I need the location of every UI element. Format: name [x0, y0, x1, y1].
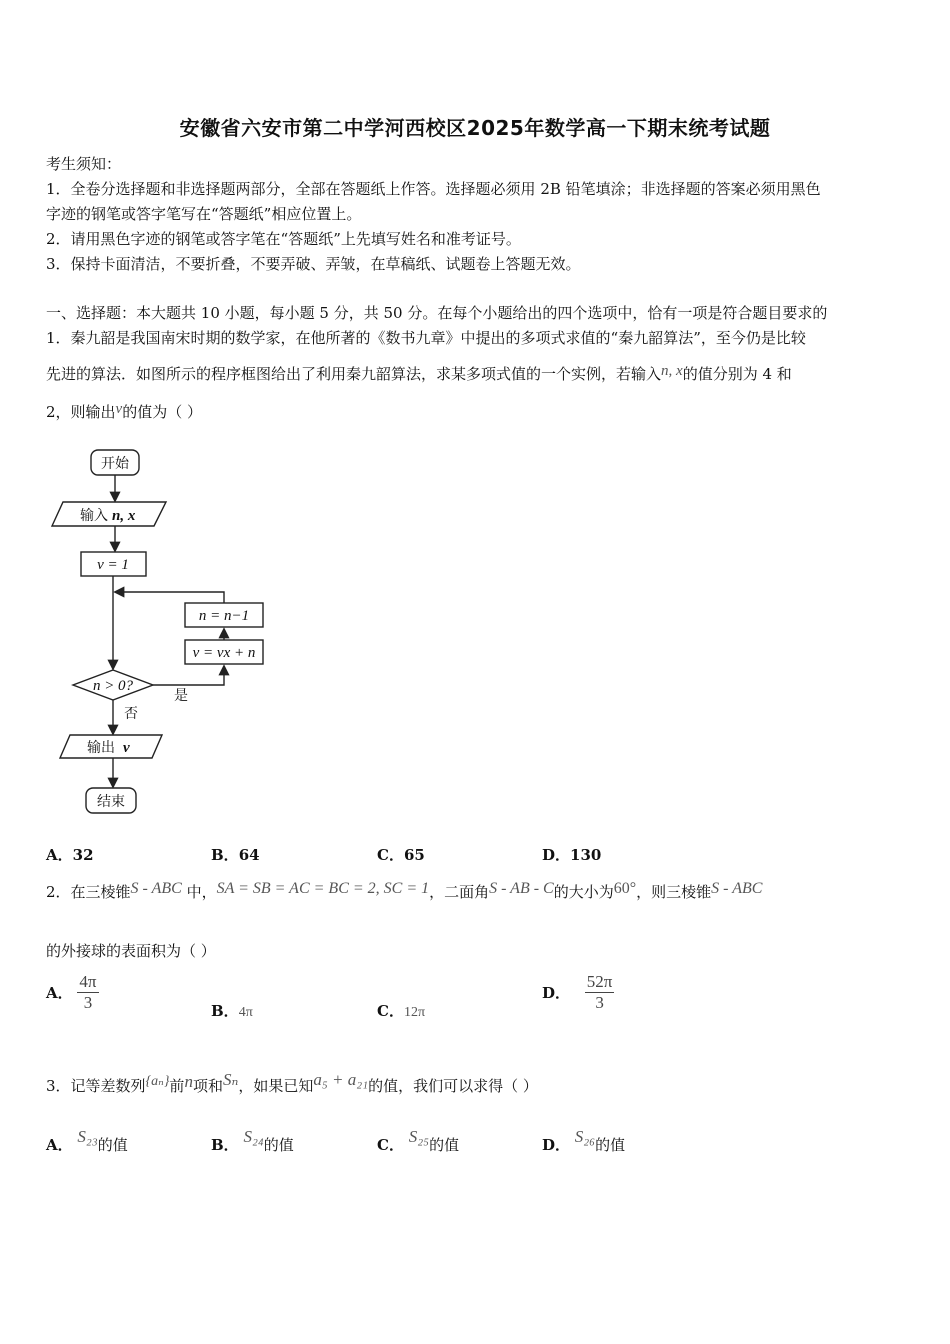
page-title: 安徽省六安市第二中学河西校区2025年数学高一下期末统考试题: [179, 116, 771, 140]
q2-math-degree: 60°: [613, 880, 637, 897]
notice-line-1a: 1．全卷分选择题和非选择题两部分，全部在答题纸上作答。选择题必须用 2B 铅笔填涂；非选择题的答案必须用黑色: [46, 180, 821, 198]
q1-text: 的值分别为 4 和: [682, 365, 792, 383]
flow-input-vars: n, x: [112, 508, 136, 524]
q1-text: 的值为（ ）: [122, 403, 202, 421]
fraction: $\frac{4\pi}{3}$: [79, 972, 97, 1012]
q3-text: 的值，我们可以求得（ ）: [368, 1077, 538, 1095]
flow-no: 否: [124, 706, 138, 722]
q2-text: ，二面角: [429, 883, 490, 901]
q2-option-d[interactable]: D． $\frac{52\pi}{3}$: [542, 972, 613, 1012]
q2-text: 中，: [186, 883, 217, 901]
notice-heading: 考生须知：: [46, 155, 122, 173]
q1-var-v: v: [115, 401, 123, 417]
notice-line-2: 2．请用黑色字迹的钢笔或答字笔在“答题纸”上先填写姓名和准考证号。: [46, 230, 521, 248]
flow-end: 结束: [97, 794, 125, 810]
flowchart: [40, 440, 280, 825]
notice-line-1b: 字迹的钢笔或答字笔写在“答题纸”相应位置上。: [46, 205, 362, 223]
q3-option-c[interactable]: C． S₂₅的值: [377, 1127, 460, 1154]
flow-condition: n > 0?: [92, 678, 134, 694]
q1-line-2: [46, 363, 792, 384]
q2-text: ，则三棱锥: [636, 883, 712, 901]
q1-text: 2，则输出: [46, 403, 116, 421]
q3-math-n: n: [184, 1072, 193, 1091]
q2-option-c[interactable]: C．12π: [377, 1002, 426, 1020]
q3-line-1: [46, 1070, 538, 1096]
q3-math-sn: Sₙ: [222, 1070, 239, 1089]
flow-start: 开始: [101, 456, 129, 472]
q1-option-d[interactable]: D．130: [542, 846, 602, 864]
q3-text: ，如果已知: [238, 1077, 314, 1095]
q1-line-3: [46, 401, 202, 422]
q3-math-sum: a₅ + a₂₁: [313, 1070, 369, 1089]
flow-update-v: v = vx + n: [192, 645, 256, 661]
fraction: $\frac{52\pi}{3}$: [586, 972, 613, 1012]
flow-output-var: v: [123, 740, 130, 756]
q2-math-angle: S - AB - C: [489, 880, 554, 897]
flow-yes: 是: [174, 688, 188, 704]
q2-option-a[interactable]: A． $\frac{4\pi}{3}$: [46, 972, 97, 1012]
q2-line-1: [46, 880, 762, 902]
q2-text: 2．在三棱锥: [46, 883, 131, 901]
q1-option-a[interactable]: A．32: [46, 846, 94, 864]
q1-option-c[interactable]: C．65: [377, 846, 425, 864]
flow-output: 输出: [87, 740, 115, 756]
q2-line-2: 的外接球的表面积为（ ）: [46, 942, 216, 960]
q2-text: 的大小为: [553, 883, 614, 901]
q1-var-nx: n, x: [661, 363, 683, 379]
q2-math-tetra: S - ABC: [130, 880, 182, 897]
q1-text: 先进的算法．如图所示的程序框图给出了利用秦九韶算法，求某多项式值的一个实例，若输入: [46, 365, 662, 383]
q3-option-b[interactable]: B． S₂₄的值: [211, 1127, 294, 1154]
q3-math-seq: {aₙ}: [145, 1074, 170, 1089]
q1-line-1: 1．秦九韶是我国南宋时期的数学家，在他所著的《数书九章》中提出的多项式求值的“秦九韶算法”，至今仍是比较: [46, 329, 806, 347]
q3-option-d[interactable]: D． S₂₆的值: [542, 1127, 626, 1154]
flow-init: v = 1: [97, 557, 129, 573]
flow-input: 输入: [80, 508, 108, 524]
q3-text: 项和: [192, 1077, 223, 1095]
q2-option-b[interactable]: B．4π: [211, 1002, 253, 1020]
q2-math-edges: SA = SB = AC = BC = 2, SC = 1: [216, 880, 430, 897]
q3-option-a[interactable]: A． S₂₃的值: [46, 1127, 128, 1154]
q3-text: 3．记等差数列: [46, 1077, 146, 1095]
flow-update-n: n = n−1: [198, 608, 250, 624]
q3-text: 前: [169, 1077, 185, 1095]
notice-line-3: 3．保持卡面清洁，不要折叠，不要弄破、弄皱，在草稿纸、试题卷上答题无效。: [46, 255, 581, 273]
q2-math-tetra: S - ABC: [711, 880, 763, 897]
q1-option-b[interactable]: B．64: [211, 846, 260, 864]
section-heading: 一、选择题：本大题共 10 小题，每小题 5 分，共 50 分。在每个小题给出的四个选项中，恰有一项是符合题目要求的: [46, 304, 828, 322]
